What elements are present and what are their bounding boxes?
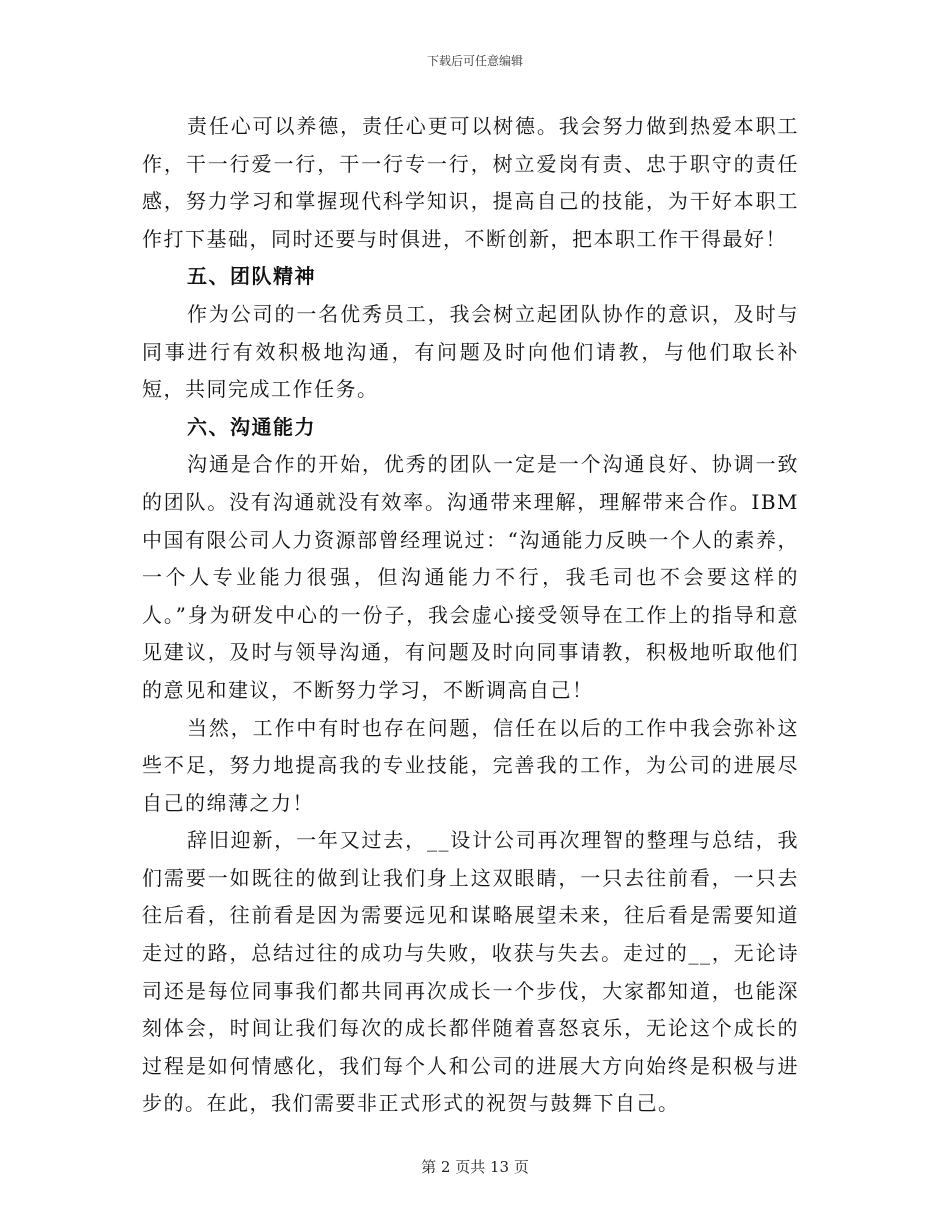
paragraph-communication: 沟通是合作的开始，优秀的团队一定是一个沟通良好、协调一致的团队。没有沟通就没有效率。沟通带来理解，理解带来合作。IBM中国有限公司人力资源部曾经理说过：“沟通能力反映一个人的素养，一个人专业能力很强，但沟通能力不行，我毛司也不会要这样的人。”身为研发中心的一份子，我会虚心接受领导在工作上的指导和意见建议，及时与领导沟通，有问题及时向同事请教，积极地听取他们的意见和建议，不断努力学习，不断调高自己！	[142, 452, 799, 702]
paragraph-new-year: 辞旧迎新，一年又过去，__设计公司再次理智的整理与总结，我们需要一如既往的做到让我们身上这双眼睛，一只去往前看，一只去往后看，往前看是因为需要远见和谋略展望未来，往后看是需要知道走过的路，总结过往的成功与失败，收获与失去。走过的__，无论诗司还是每位同事我们都共同再次成长一个步伐，大家都知道，也能深刻体会，时间让我们每次的成长都伴随着喜怒哀乐，无论这个成长的过程是如何情感化，我们每个人和公司的进展大方向始终是积极与进步的。在此，我们需要非正式形式的祝贺与鼓舞下自己。	[142, 828, 799, 1116]
paragraph-teamwork: 作为公司的一名优秀员工，我会树立起团队协作的意识，及时与同事进行有效积极地沟通，有问题及时向他们请教，与他们取长补短，共同完成工作任务。	[142, 301, 799, 402]
page-footer: 第 2 页共 13 页	[421, 1158, 529, 1176]
paragraph-responsibility: 责任心可以养德，责任心更可以树德。我会努力做到热爱本职工作，干一行爱一行，干一行专一行，树立爱岗有责、忠于职守的责任感，努力学习和掌握现代科学知识，提高自己的技能，为干好本职工作打下基础，同时还要与时俱进，不断创新，把本职工作干得最好！	[142, 114, 799, 251]
section-heading-teamwork: 五、团队精神	[187, 264, 316, 289]
section-heading-communication: 六、沟通能力	[187, 414, 316, 439]
document-body	[142, 108, 799, 1123]
page-header: 下载后可任意编辑	[426, 54, 523, 68]
paragraph-improvement: 当然，工作中有时也存在问题，信任在以后的工作中我会弥补这些不足，努力地提高我的专业技能，完善我的工作，为公司的进展尽自己的绵薄之力！	[142, 715, 799, 815]
